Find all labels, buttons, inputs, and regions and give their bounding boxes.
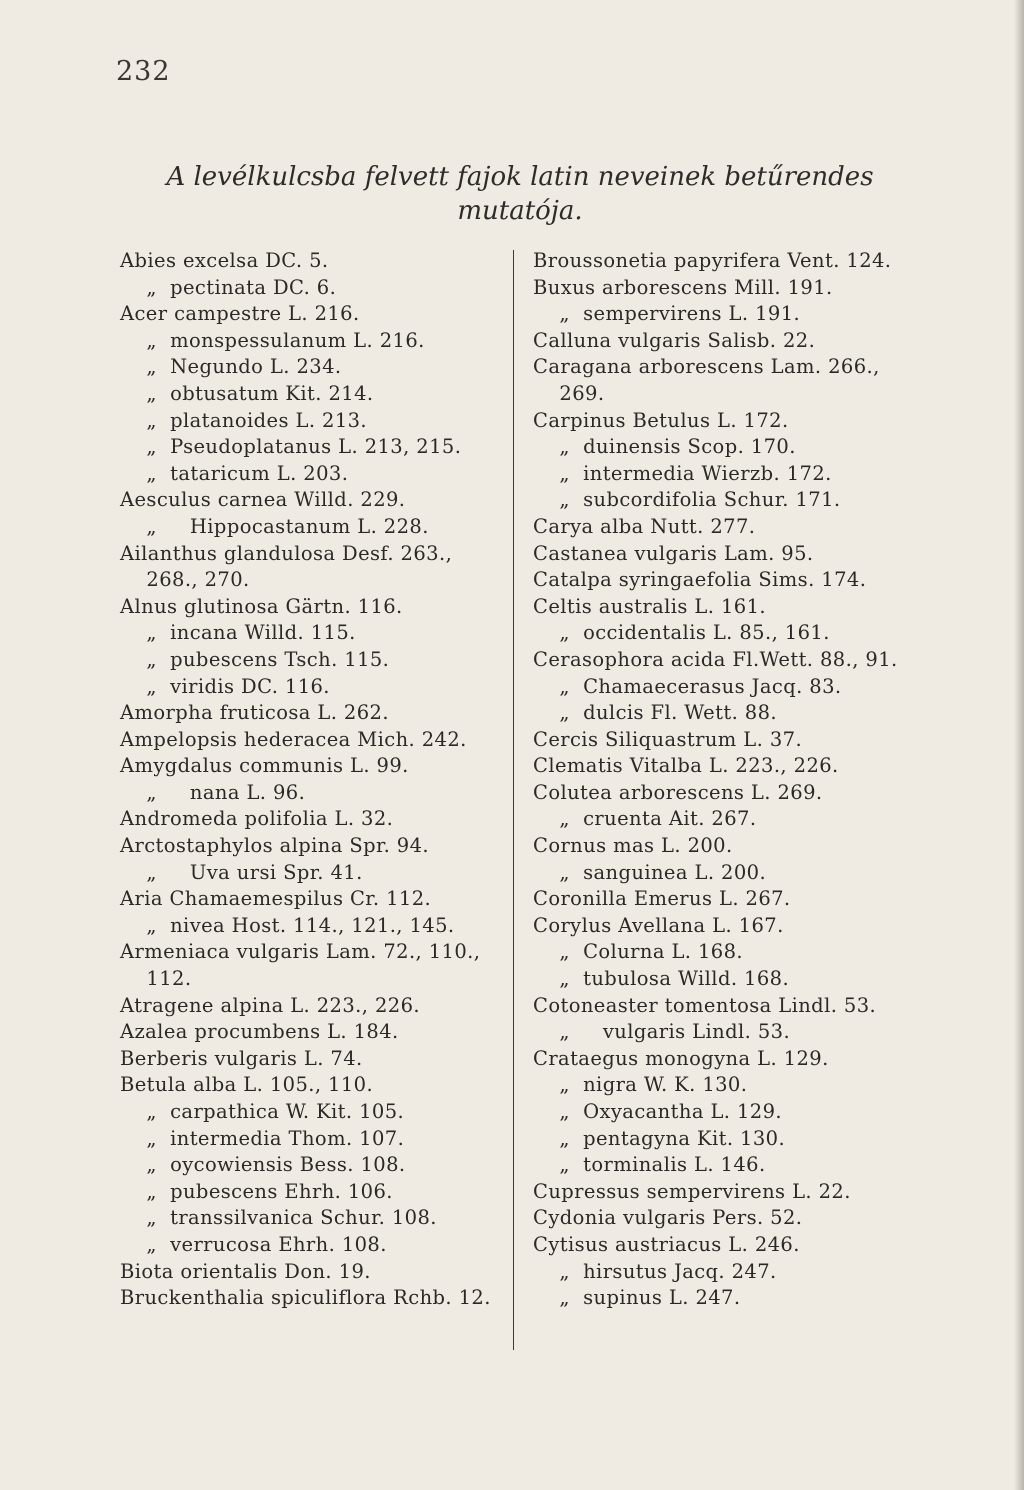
index-entry: „ pentagyna Kit. 130. bbox=[533, 1126, 786, 1150]
index-entry: „ Chamaecerasus Jacq. 83. bbox=[533, 674, 842, 698]
index-entry: „ nigra W. K. 130. bbox=[533, 1073, 748, 1097]
index-entry: Cornus mas L. 200. bbox=[533, 834, 733, 858]
index-entry: Buxus arborescens Mill. 191. bbox=[533, 275, 833, 299]
right-index-column bbox=[533, 248, 913, 1312]
index-entry: Corylus Avellana L. 167. bbox=[533, 913, 784, 937]
index-entry: „ monspessulanum L. 216. bbox=[120, 328, 425, 352]
title-line-1: A levélkulcsba felvett fajok latin neveinek betűrendes bbox=[166, 162, 874, 192]
index-entry: Cytisus austriacus L. 246. bbox=[533, 1232, 800, 1256]
index-entry: Crataegus monogyna L. 129. bbox=[533, 1046, 829, 1070]
index-entry: „ vulgaris Lindl. 53. bbox=[533, 1020, 791, 1044]
index-entry: Cotoneaster tomentosa Lindl. 53. bbox=[533, 993, 877, 1017]
index-entry: „ Colurna L. 168. bbox=[533, 940, 744, 964]
index-entry: „ tubulosa Willd. 168. bbox=[533, 967, 790, 991]
index-entry: Alnus glutinosa Gärtn. 116. bbox=[120, 594, 403, 618]
index-entry: Amorpha fruticosa L. 262. bbox=[120, 701, 389, 725]
index-entry: „ oycowiensis Bess. 108. bbox=[120, 1153, 406, 1177]
index-entry: „ Uva ursi Spr. 41. bbox=[120, 860, 363, 884]
index-entry: Caragana arborescens Lam. 266., bbox=[533, 355, 880, 379]
index-entry: Andromeda polifolia L. 32. bbox=[120, 807, 394, 831]
index-entry: Acer campestre L. 216. bbox=[120, 302, 360, 326]
index-entry: Carya alba Nutt. 277. bbox=[533, 514, 756, 538]
index-entry: 268., 270. bbox=[120, 568, 250, 592]
index-entry: „ torminalis L. 146. bbox=[533, 1153, 766, 1177]
index-entry: „ viridis DC. 116. bbox=[120, 674, 330, 698]
index-entry: „ incana Willd. 115. bbox=[120, 621, 356, 645]
index-entry: „ nivea Host. 114., 121., 145. bbox=[120, 913, 455, 937]
index-entry: Colutea arborescens L. 269. bbox=[533, 780, 823, 804]
index-entry: „ verrucosa Ehrh. 108. bbox=[120, 1232, 387, 1256]
index-entry: „ nana L. 96. bbox=[120, 780, 306, 804]
index-entry: Biota orientalis Don. 19. bbox=[120, 1259, 371, 1283]
index-entry: „ supinus L. 247. bbox=[533, 1286, 741, 1310]
index-entry: „ Hippocastanum L. 228. bbox=[120, 514, 429, 538]
index-entry: Abies excelsa DC. 5. bbox=[120, 249, 329, 272]
index-entry: „ dulcis Fl. Wett. 88. bbox=[533, 701, 777, 725]
index-entry: Castanea vulgaris Lam. 95. bbox=[533, 541, 814, 565]
index-entry: Berberis vulgaris L. 74. bbox=[120, 1046, 363, 1070]
index-entry: „ carpathica W. Kit. 105. bbox=[120, 1100, 405, 1123]
index-entry: „ sanguinea L. 200. bbox=[533, 860, 767, 884]
page-title bbox=[120, 160, 920, 228]
index-entry: „ tataricum L. 203. bbox=[120, 461, 349, 485]
index-entry: „ intermedia Wierzb. 172. bbox=[533, 461, 832, 485]
page-edge-shadow bbox=[1014, 0, 1024, 1490]
index-entry: Carpinus Betulus L. 172. bbox=[533, 408, 789, 432]
index-entry: Broussonetia papyrifera Vent. 124. bbox=[533, 249, 892, 272]
index-entry: „ Negundo L. 234. bbox=[120, 355, 342, 379]
index-entry: „ occidentalis L. 85., 161. bbox=[533, 621, 830, 645]
page-number: 232 bbox=[116, 56, 171, 87]
index-entry: Cerasophora acida Fl.Wett. 88., 91. bbox=[533, 647, 898, 671]
index-entry: „ Pseudoplatanus L. 213, 215. bbox=[120, 435, 462, 459]
index-entry: Amygdalus communis L. 99. bbox=[120, 754, 409, 778]
index-entry: „ duinensis Scop. 170. bbox=[533, 435, 796, 459]
index-entry: 269. bbox=[533, 381, 605, 405]
index-entry: „ platanoides L. 213. bbox=[120, 408, 368, 432]
index-entry: „ Oxyacantha L. 129. bbox=[533, 1100, 783, 1123]
index-entry: „ subcordifolia Schur. 171. bbox=[533, 488, 841, 512]
index-entry: Coronilla Emerus L. 267. bbox=[533, 887, 791, 911]
title-line-2: mutatója. bbox=[457, 196, 583, 226]
column-divider bbox=[513, 250, 514, 1350]
index-entry: Cydonia vulgaris Pers. 52. bbox=[533, 1206, 803, 1230]
index-entry: „ intermedia Thom. 107. bbox=[120, 1126, 405, 1150]
index-entry: Arctostaphylos alpina Spr. 94. bbox=[120, 834, 430, 858]
index-entry: Azalea procumbens L. 184. bbox=[120, 1020, 399, 1044]
index-entry: Ailanthus glandulosa Desf. 263., bbox=[120, 541, 453, 565]
index-entry: Cercis Siliquastrum L. 37. bbox=[533, 727, 803, 751]
index-entry: „ pubescens Tsch. 115. bbox=[120, 647, 390, 671]
index-entry: 112. bbox=[120, 967, 192, 991]
index-entry: Calluna vulgaris Salisb. 22. bbox=[533, 328, 816, 352]
index-entry: Bruckenthalia spiculiflora Rchb. 12. bbox=[120, 1286, 491, 1310]
left-index-column bbox=[120, 248, 505, 1312]
index-entry: Celtis australis L. 161. bbox=[533, 594, 766, 618]
index-entry: Cupressus sempervirens L. 22. bbox=[533, 1179, 851, 1203]
index-entry: „ hirsutus Jacq. 247. bbox=[533, 1259, 777, 1283]
index-entry: Ampelopsis hederacea Mich. 242. bbox=[120, 727, 467, 751]
index-entry: Betula alba L. 105., 110. bbox=[120, 1073, 374, 1097]
index-entry: Aria Chamaemespilus Cr. 112. bbox=[120, 887, 432, 911]
index-entry: „ obtusatum Kit. 214. bbox=[120, 381, 374, 405]
index-entry: Clematis Vitalba L. 223., 226. bbox=[533, 754, 839, 778]
index-entry: „ pubescens Ehrh. 106. bbox=[120, 1179, 393, 1203]
index-entry: „ pectinata DC. 6. bbox=[120, 275, 337, 299]
index-entry: „ sempervirens L. 191. bbox=[533, 302, 801, 326]
index-entry: Catalpa syringaefolia Sims. 174. bbox=[533, 568, 867, 592]
index-entry: „ cruenta Ait. 267. bbox=[533, 807, 757, 831]
index-entry: Aesculus carnea Willd. 229. bbox=[120, 488, 406, 512]
index-entry: Armeniaca vulgaris Lam. 72., 110., bbox=[120, 940, 481, 964]
index-entry: „ transsilvanica Schur. 108. bbox=[120, 1206, 437, 1230]
index-entry: Atragene alpina L. 223., 226. bbox=[120, 993, 420, 1017]
